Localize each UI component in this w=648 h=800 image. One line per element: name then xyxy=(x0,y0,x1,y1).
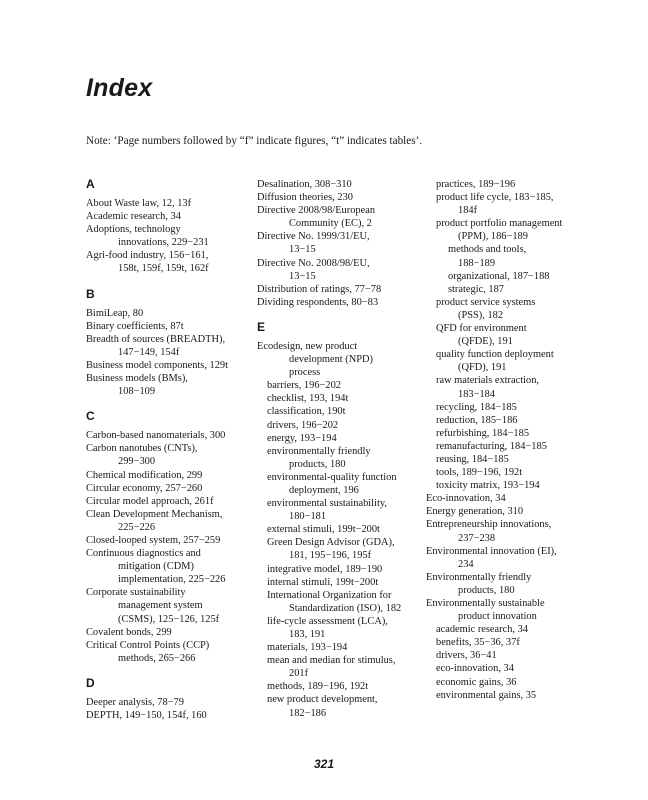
index-subentry: economic gains, 36 xyxy=(436,676,517,688)
index-entry: Clean Development Mechanism, xyxy=(86,508,223,520)
index-entry-continuation: 188−189 xyxy=(458,257,496,269)
index-entry-continuation: 225−226 xyxy=(118,521,156,533)
index-entry-continuation: 147−149, 154f xyxy=(118,346,180,358)
index-entry: Continuous diagnostics and xyxy=(86,548,201,560)
index-subentry: checklist, 193, 194t xyxy=(267,393,349,405)
index-entry-continuation: (CSMS), 125−126, 125f xyxy=(118,613,220,625)
section-letter-c: C xyxy=(86,409,95,424)
index-entry: Business models (BMs), xyxy=(86,373,188,385)
index-entry: Covalent bonds, 299 xyxy=(86,626,172,638)
index-subentry: academic research, 34 xyxy=(436,624,529,636)
index-subentry: life-cycle assessment (LCA), xyxy=(267,615,388,627)
section-spacer xyxy=(86,276,246,288)
index-subentry: reduction, 185−186 xyxy=(436,414,518,426)
index-subentry: quality function deployment xyxy=(436,349,554,361)
index-subentry: methods and tools, xyxy=(448,244,527,256)
section-letter-b: B xyxy=(86,286,95,301)
index-entry: Carbon-based nanomaterials, 300 xyxy=(86,430,226,442)
index-subentry: eco-innovation, 34 xyxy=(436,663,514,675)
index-entry-continuation: (QFDE), 191 xyxy=(458,336,513,348)
index-entry-continuation: Standardization (ISO), 182 xyxy=(289,602,402,614)
index-entry-continuation: 158t, 159f, 159t, 162f xyxy=(118,263,209,275)
index-subentry: environmental gains, 35 xyxy=(436,689,537,701)
index-entry: Eco-innovation, 34 xyxy=(426,493,506,505)
index-entry-continuation: 182−186 xyxy=(289,707,327,719)
index-entry: Distribution of ratings, 77−78 xyxy=(257,283,382,295)
index-entry-continuation: 180−181 xyxy=(289,511,327,523)
index-column-2 xyxy=(257,178,422,720)
index-entry: Breadth of sources (BREADTH), xyxy=(86,333,226,345)
index-entry-continuation: 13−15 xyxy=(289,270,316,282)
index-entry: Academic research, 34 xyxy=(86,211,181,223)
index-subentry: environmentally friendly xyxy=(267,445,371,457)
index-entry-continuation: (PSS), 182 xyxy=(458,309,504,321)
index-entry: About Waste law, 12, 13f xyxy=(86,198,192,209)
index-entry: Ecodesign, new product xyxy=(257,340,358,352)
index-entry: Agri-food industry, 156−161, xyxy=(86,250,209,262)
index-entry-continuation: 234 xyxy=(458,558,474,570)
index-entry-continuation: management system xyxy=(118,600,203,612)
index-subentry: product portfolio management xyxy=(436,218,563,230)
index-entry-continuation: products, 180 xyxy=(458,584,515,596)
index-subentry: tools, 189−196, 192t xyxy=(436,467,523,479)
index-entry-continuation: (PPM), 186−189 xyxy=(458,231,528,243)
index-subentry: Green Design Advisor (GDA), xyxy=(267,537,395,549)
index-subentry: energy, 193−194 xyxy=(267,432,337,444)
index-entry: Corporate sustainability xyxy=(86,587,186,599)
index-subentry: materials, 193−194 xyxy=(267,642,348,654)
index-column-1 xyxy=(86,178,246,722)
index-entry: Environmentally sustainable xyxy=(426,598,545,609)
index-entry-continuation: 183−184 xyxy=(458,388,496,400)
index-subentry: organizational, 187−188 xyxy=(448,270,550,282)
index-note: Note: ‘Page numbers followed by “f” indicate figures, “t” indicates tables’. xyxy=(86,135,423,147)
index-subentry: external stimuli, 199t−200t xyxy=(267,524,380,536)
index-entry: Closed-looped system, 257−259 xyxy=(86,534,221,546)
index-entry-continuation: 13−15 xyxy=(289,244,316,256)
index-entry-continuation: 181, 195−196, 195f xyxy=(289,550,372,562)
index-entry: Circular economy, 257−260 xyxy=(86,482,203,494)
index-entry-continuation: implementation, 225−226 xyxy=(118,574,226,586)
index-entry: DEPTH, 149−150, 154f, 160 xyxy=(86,710,207,721)
section-letter-d: D xyxy=(86,675,95,690)
index-entry: Business model components, 129t xyxy=(86,359,228,371)
index-subentry: barriers, 196−202 xyxy=(267,380,341,392)
index-subentry: methods, 189−196, 192t xyxy=(267,681,369,693)
index-subentry: integrative model, 189−190 xyxy=(267,563,383,575)
index-entry: Directive No. 2008/98/EU, xyxy=(257,257,370,269)
index-entry-continuation: methods, 265−266 xyxy=(118,652,196,664)
index-subentry: QFD for environment xyxy=(436,323,527,335)
index-entry: Adoptions, technology xyxy=(86,224,181,236)
index-subentry: remanufacturing, 184−185 xyxy=(436,440,547,452)
index-entry-continuation: innovations, 229−231 xyxy=(118,237,209,249)
index-entry-continuation: 237−238 xyxy=(458,532,496,544)
index-entry-continuation: product innovation xyxy=(458,611,537,623)
section-spacer xyxy=(257,309,422,321)
index-entry-continuation: 108−109 xyxy=(118,386,156,398)
index-subentry: classification, 190t xyxy=(267,406,346,418)
section-spacer xyxy=(86,398,246,410)
index-subentry: benefits, 35−36, 37f xyxy=(436,637,520,649)
index-subentry: product life cycle, 183−185, xyxy=(436,192,554,204)
index-entry-continuation: products, 180 xyxy=(289,458,346,470)
index-entry: Carbon nanotubes (CNTs), xyxy=(86,443,198,455)
index-subentry: environmental sustainability, xyxy=(267,498,387,510)
index-entry-continuation: process xyxy=(289,367,321,379)
section-letter-a: A xyxy=(86,177,95,191)
index-entry: Circular model approach, 261f xyxy=(86,495,214,507)
index-subentry: toxicity matrix, 193−194 xyxy=(436,480,540,492)
index-entry-continuation: (QFD), 191 xyxy=(458,362,507,374)
index-subentry: internal stimuli, 199t−200t xyxy=(267,576,379,588)
index-subentry: raw materials extraction, xyxy=(436,375,539,387)
index-subentry: strategic, 187 xyxy=(448,283,504,295)
index-subentry: mean and median for stimulus, xyxy=(267,655,396,667)
index-entry: Environmental innovation (EI), xyxy=(426,545,557,557)
index-entry: Dividing respondents, 80−83 xyxy=(257,296,379,308)
index-entry: Energy generation, 310 xyxy=(426,506,524,518)
index-entry-continuation: 201f xyxy=(289,668,309,680)
index-subentry: new product development, xyxy=(267,694,378,706)
index-entry: Desalination, 308−310 xyxy=(257,179,352,190)
index-subentry: drivers, 36−41 xyxy=(436,650,497,662)
index-subentry: environmental-quality function xyxy=(267,471,397,483)
index-subentry: reusing, 184−185 xyxy=(436,453,509,465)
index-entry-continuation: 184f xyxy=(458,205,478,217)
page-title: Index xyxy=(86,74,153,102)
index-entry-continuation: 183, 191 xyxy=(289,629,326,640)
index-subentry: product service systems xyxy=(436,296,536,308)
index-entry: Entrepreneurship innovations, xyxy=(426,519,552,531)
index-entry: Deeper analysis, 78−79 xyxy=(86,696,184,708)
index-entry-continuation: mitigation (CDM) xyxy=(118,561,194,573)
index-entry-continuation: development (NPD) xyxy=(289,354,373,366)
index-entry: Environmentally friendly xyxy=(426,571,532,583)
index-entry: Directive 2008/98/European xyxy=(257,205,376,217)
index-entry: Diffusion theories, 230 xyxy=(257,192,353,204)
section-letter-e: E xyxy=(257,319,266,334)
index-subentry: refurbishing, 184−185 xyxy=(436,427,530,439)
index-subentry: practices, 189−196 xyxy=(436,179,516,190)
page-number: 321 xyxy=(313,757,335,771)
index-entry-continuation: deployment, 196 xyxy=(289,484,359,496)
index-entry: Critical Control Points (CCP) xyxy=(86,639,210,651)
index-subentry: drivers, 196−202 xyxy=(267,419,339,431)
section-spacer xyxy=(86,665,246,677)
index-subentry: International Organization for xyxy=(267,589,392,601)
index-entry: Binary coefficients, 87t xyxy=(86,320,184,332)
index-entry: Chemical modification, 299 xyxy=(86,469,203,481)
index-entry-continuation: Community (EC), 2 xyxy=(289,218,372,230)
index-subentry: recycling, 184−185 xyxy=(436,401,517,413)
index-entry-continuation: 299−300 xyxy=(118,456,156,468)
index-column-3 xyxy=(426,178,606,702)
index-entry: Directive No. 1999/31/EU, xyxy=(257,231,370,243)
index-entry: BimiLeap, 80 xyxy=(86,307,144,319)
